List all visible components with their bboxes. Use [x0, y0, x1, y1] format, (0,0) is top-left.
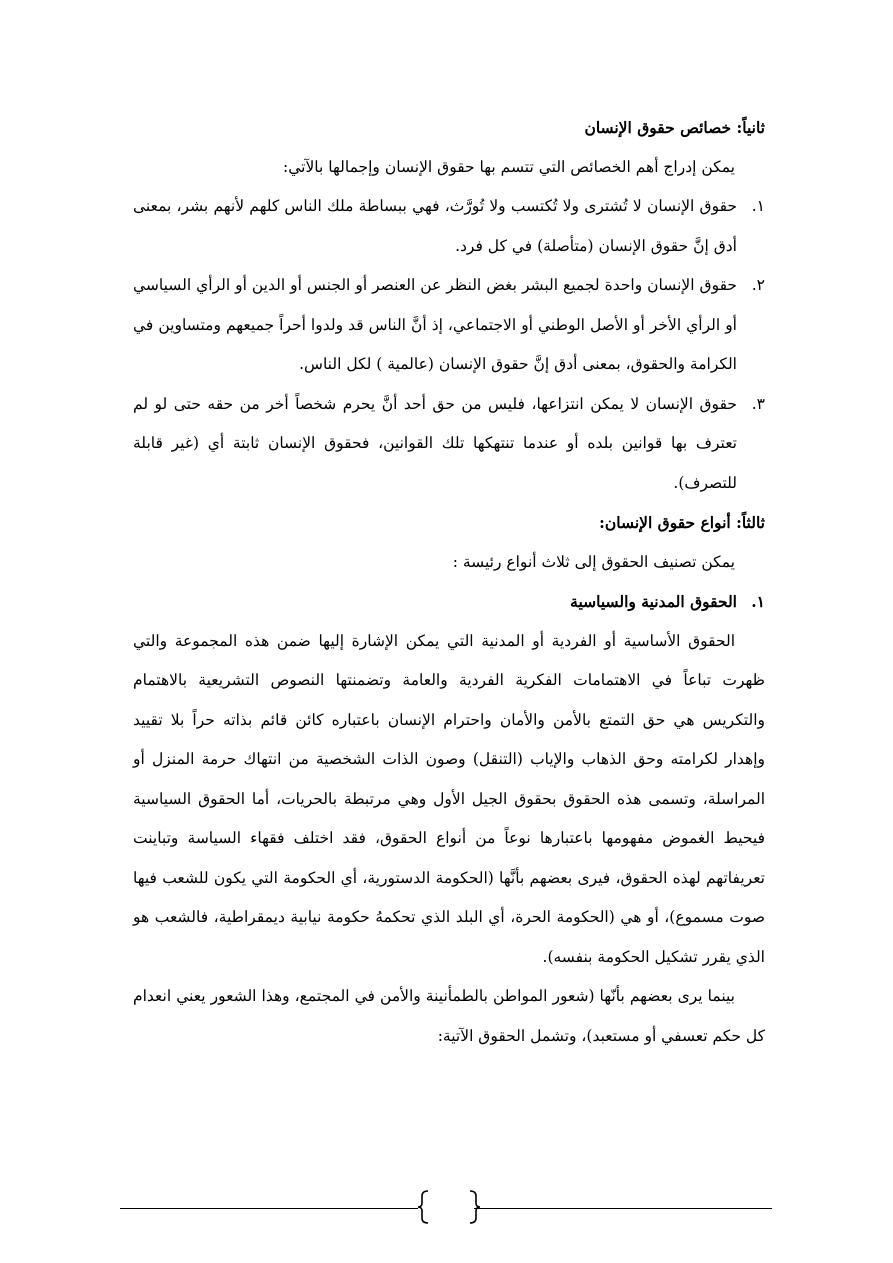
list-item — [133, 385, 765, 504]
paragraph-political-rights: بينما يرى بعضهم بأنّها (شعور المواطن بالطمأنينة والأمن في المجتمع، وهذا الشعور يعني انعدام كل حكم تعسفي أو مستعبد)، وتشمل الحقوق الآتية: — [133, 987, 765, 1045]
section-heading-types: ثالثاً: أنواع حقوق الإنسان: — [599, 513, 765, 532]
list-item-text: حقوق الإنسان لا يمكن انتزاعها، فليس من حق أحد أنَّ يحرم شخصاً أخر من حقه حتى لو لم تعترف بها قوانين بلده أو عندما تنتهكها تلك القوانين، فحقوق الإنسان ثابتة أي (غير قابلة للتصرف). — [133, 394, 737, 492]
list-item-text: حقوق الإنسان لا تُشترى ولا تُكتسب ولا تُورَّث، فهي ببساطة ملك الناس كلهم لأنهم بشر، بمعنى أدق إنَّ حقوق الإنسان (متأصلة) في كل فرد. — [133, 197, 737, 255]
list-item-text: حقوق الإنسان واحدة لجميع البشر بغض النظر عن العنصر أو الجنس أو الدين أو الرأي السياسي أو الرأي الأخر أو الأصل الوطني أو الاجتماعي، إذ أنَّ الناس قد ولدوا أحراً جميعهم ومتساوين في الكرامة والحقوق، بمعنى أدق إنَّ حقوق الإنسان (عالمية ) لكل الناس. — [133, 276, 737, 373]
characteristics-list — [133, 187, 765, 503]
paragraph-civil-rights: الحقوق الأساسية أو الفردية أو المدنية التي يمكن الإشارة إليها ضمن هذه المجموعة والتي ظهرت تباعاً في الاهتمامات الفكرية الفردية والعامة وتضمنتها النصوص التشريعية بالاهتمام والتكريس هي حق التمتع بالأمن والأمان واحترام الإنسان باعتباره كائن قائم بذاته حراً بلا تقييد وإهدار لكرامته وحق الذهاب والإياب (التنقل) وصون الذات الشخصية من انتهاك حرمة المنزل أو المراسلة، وتسمى هذه الحقوق بحقوق الجيل الأول وهي مرتبطة بالحريات، أما الحقوق السياسية فيحيط الغموض مفهومها باعتبارها نوعاً من أنواع الحقوق، فقد اختلف فقهاء السياسة وتباينت تعريفاتهم لهذه الحقوق، فيرى بعضهم بأنَّها (الحكومة الدستورية، أي الحكومة التي يكون للشعب فيها صوت مسموع)، أو هي (الحكومة الحرة، أي البلد الذي تحكمهُ حكومة نيابية ديمقراطية، فالشعب هو الذي يقرر تشكيل الحكومة بنفسه). — [133, 631, 765, 966]
left-brace-icon — [416, 1190, 432, 1224]
list-item — [133, 266, 765, 385]
subsection-heading-civil-political — [133, 582, 765, 622]
right-brace-icon — [466, 1190, 482, 1224]
footer-rule-right — [474, 1208, 772, 1209]
list-item-number: ١. — [751, 197, 765, 215]
section-intro-characteristics: يمكن إدراج أهم الخصائص التي تتسم بها حقوق الإنسان وإجمالها بالآتي: — [283, 157, 735, 176]
list-item-number: ٢. — [751, 276, 765, 294]
page-footer — [120, 1190, 772, 1226]
list-item-number: ٣. — [751, 394, 765, 413]
list-item — [133, 187, 765, 266]
section-heading-characteristics: ثانياً: خصائص حقوق الإنسان — [584, 118, 765, 137]
subsection-number: ١. — [751, 592, 765, 611]
page-body — [133, 108, 765, 1056]
section-intro-types: يمكن تصنيف الحقوق إلى ثلاث أنواع رئيسة : — [452, 552, 735, 571]
footer-rule-left — [120, 1208, 418, 1209]
subsection-title: الحقوق المدنية والسياسية — [570, 592, 737, 611]
